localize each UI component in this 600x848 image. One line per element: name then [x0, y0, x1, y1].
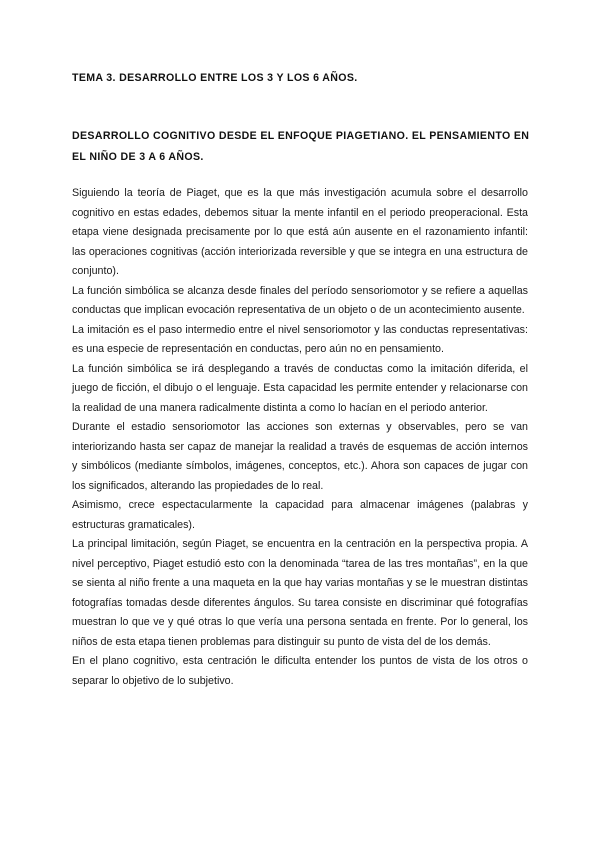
- document-title: TEMA 3. DESARROLLO ENTRE LOS 3 Y LOS 6 AÑOS.: [72, 72, 358, 84]
- paragraph: Asimismo, crece espectacularmente la capacidad para almacenar imágenes (palabras y estructuras gramaticales).: [72, 499, 528, 531]
- section-heading: DESARROLLO COGNITIVO DESDE EL ENFOQUE PIAGETIANO. EL PENSAMIENTO EN EL NIÑO DE 3 A 6 AÑOS.: [72, 130, 530, 163]
- paragraph: La función simbólica se irá desplegando a través de conductas como la imitación diferida, el juego de ficción, el dibujo o el lenguaje. Esta capacidad les permite entender y relacionarse con la realidad de una manera radicalmente distinta a como lo hacían en el periodo anterior.: [72, 362, 528, 414]
- paragraph: La función simbólica se alcanza desde finales del período sensoriomotor y se refiere a aquellas conductas que implican evocación representativa de un objeto o de un acontecimiento ausente.: [72, 284, 528, 316]
- paragraph: Durante el estadio sensoriomotor las acciones son externas y observables, pero se van interiorizando hasta ser capaz de manejar la realidad a través de esquemas de acción internos y simbólicos (mediante símbolos, imágenes, conceptos, etc.). Ahora son capaces de jugar con los significados, alterando las propiedades de lo real.: [72, 421, 528, 492]
- paragraph: La principal limitación, según Piaget, se encuentra en la centración en la perspectiva propia. A nivel perceptivo, Piaget estudió esto con la denominada “tarea de las tres montañas”, en la que se sienta al niño frente a una maqueta en la que hay varias montañas y se le muestran distintas fotografías tomadas desde diferentes ángulos. Su tarea consiste en discriminar qué fotografías muestran lo que ve y qué otras lo que vería una persona sentada en frente. Por lo general, los niños de esta etapa tienen problemas para distinguir su punto de vista del de los demás.: [72, 538, 528, 648]
- paragraph: La imitación es el paso intermedio entre el nivel sensoriomotor y las conductas representativas: es una especie de representación en conductas, pero aún no en pensamiento.: [72, 323, 528, 355]
- paragraph: En el plano cognitivo, esta centración le dificulta entender los puntos de vista de los otros o separar lo objetivo de lo subjetivo.: [72, 655, 528, 687]
- paragraph: Siguiendo la teoría de Piaget, que es la que más investigación acumula sobre el desarrollo cognitivo en estas edades, debemos situar la mente infantil en el periodo preoperacional. Esta etapa viene designada precisamente por lo que está aún ausente en el razonamiento infantil: las operaciones cognitivas (acción interiorizada reversible y que se integra en una estructura de conjunto).: [72, 187, 528, 277]
- body-text: [72, 184, 528, 691]
